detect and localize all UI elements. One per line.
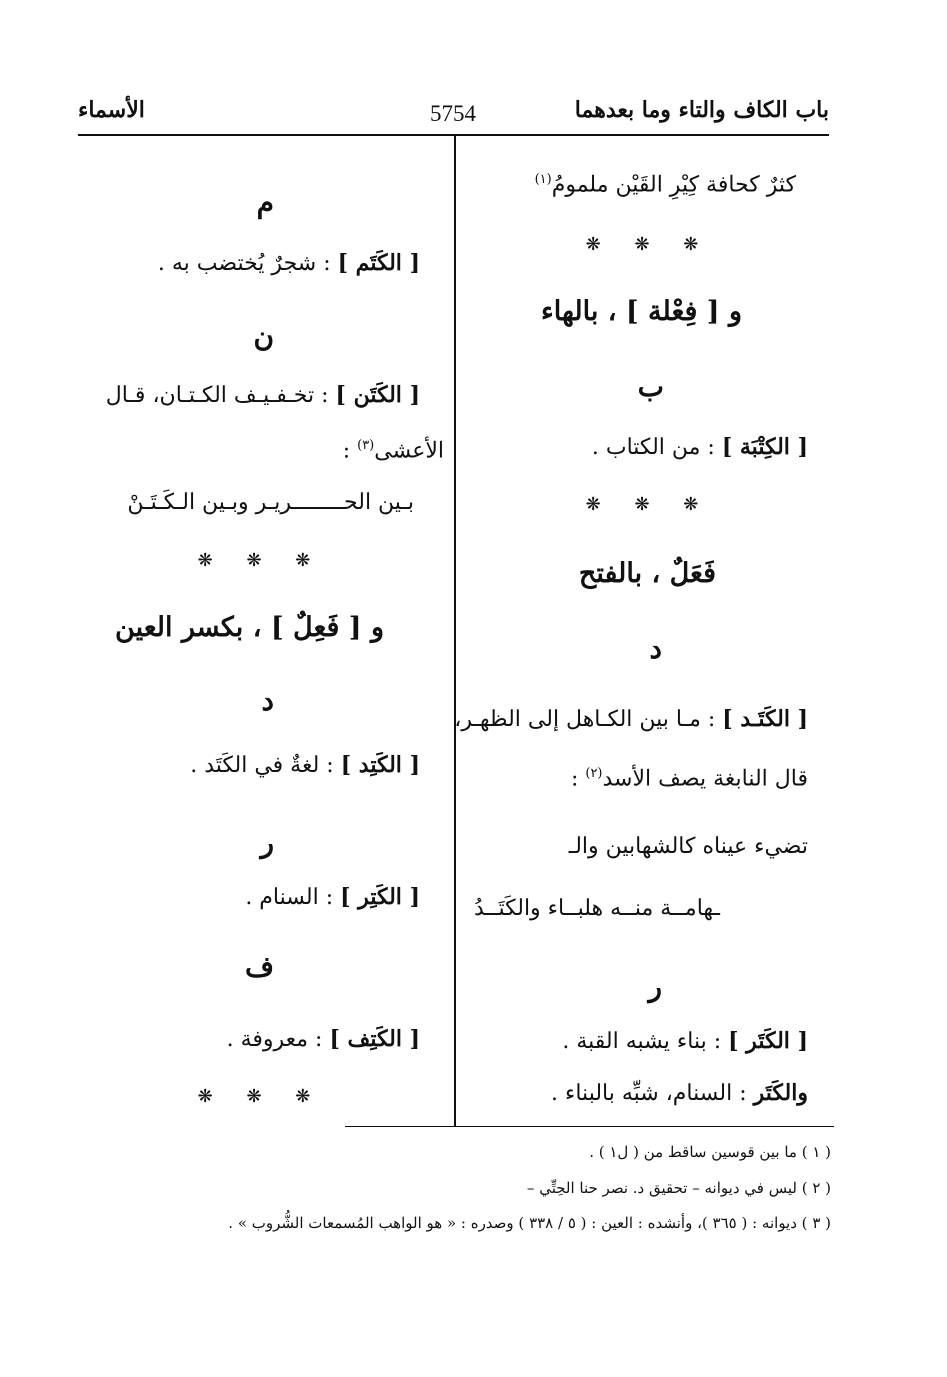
separator-stars: ❋ ❋ ❋ bbox=[197, 1086, 325, 1107]
letter-heading: ر bbox=[260, 826, 274, 859]
chapter-heading: و [ فَعِلٌ ] ، بكسر العين bbox=[115, 612, 384, 643]
footnote-rule bbox=[345, 1126, 834, 1127]
entry-definition: : تخـفـيـف الكـتـان، قـال bbox=[105, 383, 329, 408]
letter-heading: ب bbox=[637, 370, 664, 403]
letter-heading: ن bbox=[253, 320, 274, 353]
entry-definition: : السنام، شبِّه بالبناء . bbox=[551, 1081, 747, 1106]
separator-stars: ❋ ❋ ❋ bbox=[197, 550, 325, 571]
column-divider bbox=[454, 136, 456, 1126]
entry bbox=[78, 752, 444, 779]
entry-word: [ الكَتَـد ] bbox=[722, 706, 808, 732]
entry-word: [ الكَتَر ] bbox=[728, 1028, 808, 1054]
entry bbox=[78, 382, 444, 409]
page-number: 5754 bbox=[430, 101, 476, 126]
footnote-ref: (٢) bbox=[585, 766, 603, 781]
entry-word: [ الكَتِر ] bbox=[340, 884, 420, 910]
chapter-header-title: باب الكاف والتاء وما بعدهما bbox=[574, 97, 829, 123]
entry-word: [ الكِتْبَة ] bbox=[721, 434, 808, 460]
letter-heading: د bbox=[261, 684, 274, 717]
section-header-title: الأسماء bbox=[78, 97, 145, 123]
entry-continuation: الأعشى$^{(٣)}$ : bbox=[342, 438, 444, 464]
entry-definition: : شجرٌ يُختضب به . bbox=[157, 251, 331, 276]
verse-line: بـين الحــــــــريـر وبـين الـكَـتَـنْ bbox=[127, 490, 414, 515]
chapter-heading: فَعَلٌ ، بالفتح bbox=[578, 558, 716, 589]
entry-definition: : مـا بين الكـاهل إلى الظهـر، bbox=[454, 707, 716, 732]
entry-word: [ الكَتِد ] bbox=[340, 752, 420, 778]
footnote-ref: (١) bbox=[534, 172, 552, 187]
entry bbox=[78, 1026, 444, 1053]
entry bbox=[466, 1080, 832, 1107]
entry bbox=[454, 706, 832, 733]
letter-heading: م bbox=[256, 186, 274, 219]
chapter-heading: و [ فِعْلة ] ، بالهاء bbox=[541, 296, 742, 327]
entry-definition: : بناء يشبه القبة . bbox=[562, 1029, 722, 1054]
entry-word: [ الكَتَم ] bbox=[337, 250, 420, 276]
letter-heading: د bbox=[649, 632, 662, 665]
verse-line: كثرٌ كحافة كِيْرِ القَيْن ملمومُ$^{(١)}$ bbox=[534, 172, 796, 198]
entry-definition: : من الكتاب . bbox=[591, 435, 715, 460]
letter-heading: ف bbox=[244, 950, 274, 983]
entry bbox=[78, 250, 444, 277]
footnote: ( ٣ ) ديوانه : ( ٣٦٥ )، وأنشده : العين : ( ٥ / ٣٣٨ ) وصدره : « هو الواهب المُسمعات الشُّروب » . bbox=[228, 1214, 831, 1232]
footnote: ( ١ ) ما بين قوسين ساقط من ( ل١ ) . bbox=[589, 1143, 831, 1161]
footnote: ( ٢ ) ليس في ديوانه – تحقيق د. نصر حنا الحِتِّي – bbox=[526, 1179, 831, 1197]
entry bbox=[466, 434, 832, 461]
entry bbox=[466, 1028, 832, 1055]
separator-stars: ❋ ❋ ❋ bbox=[585, 494, 713, 515]
entry bbox=[78, 884, 444, 911]
entry-word: [ الكَتَن ] bbox=[335, 382, 420, 408]
separator-stars: ❋ ❋ ❋ bbox=[585, 234, 713, 255]
entry-definition: : معروفة . bbox=[226, 1027, 323, 1052]
entry-word: والكَتَر bbox=[753, 1080, 808, 1106]
entry-word: [ الكَتِف ] bbox=[329, 1026, 420, 1052]
quote-intro: قال النابغة يصف الأسد$^{(٢)}$ : bbox=[570, 766, 808, 792]
footnote-ref: (٣) bbox=[357, 438, 375, 453]
letter-heading: ر bbox=[648, 970, 662, 1003]
verse-line: ـهامــة منــه هلبــاء والكَتَــدُ bbox=[474, 896, 720, 921]
entry-definition: : السنام . bbox=[245, 885, 334, 910]
verse-line: تضيء عيناه كالشهابين والـ bbox=[568, 834, 808, 859]
entry-definition: : لغةٌ في الكَتَد . bbox=[190, 753, 334, 778]
